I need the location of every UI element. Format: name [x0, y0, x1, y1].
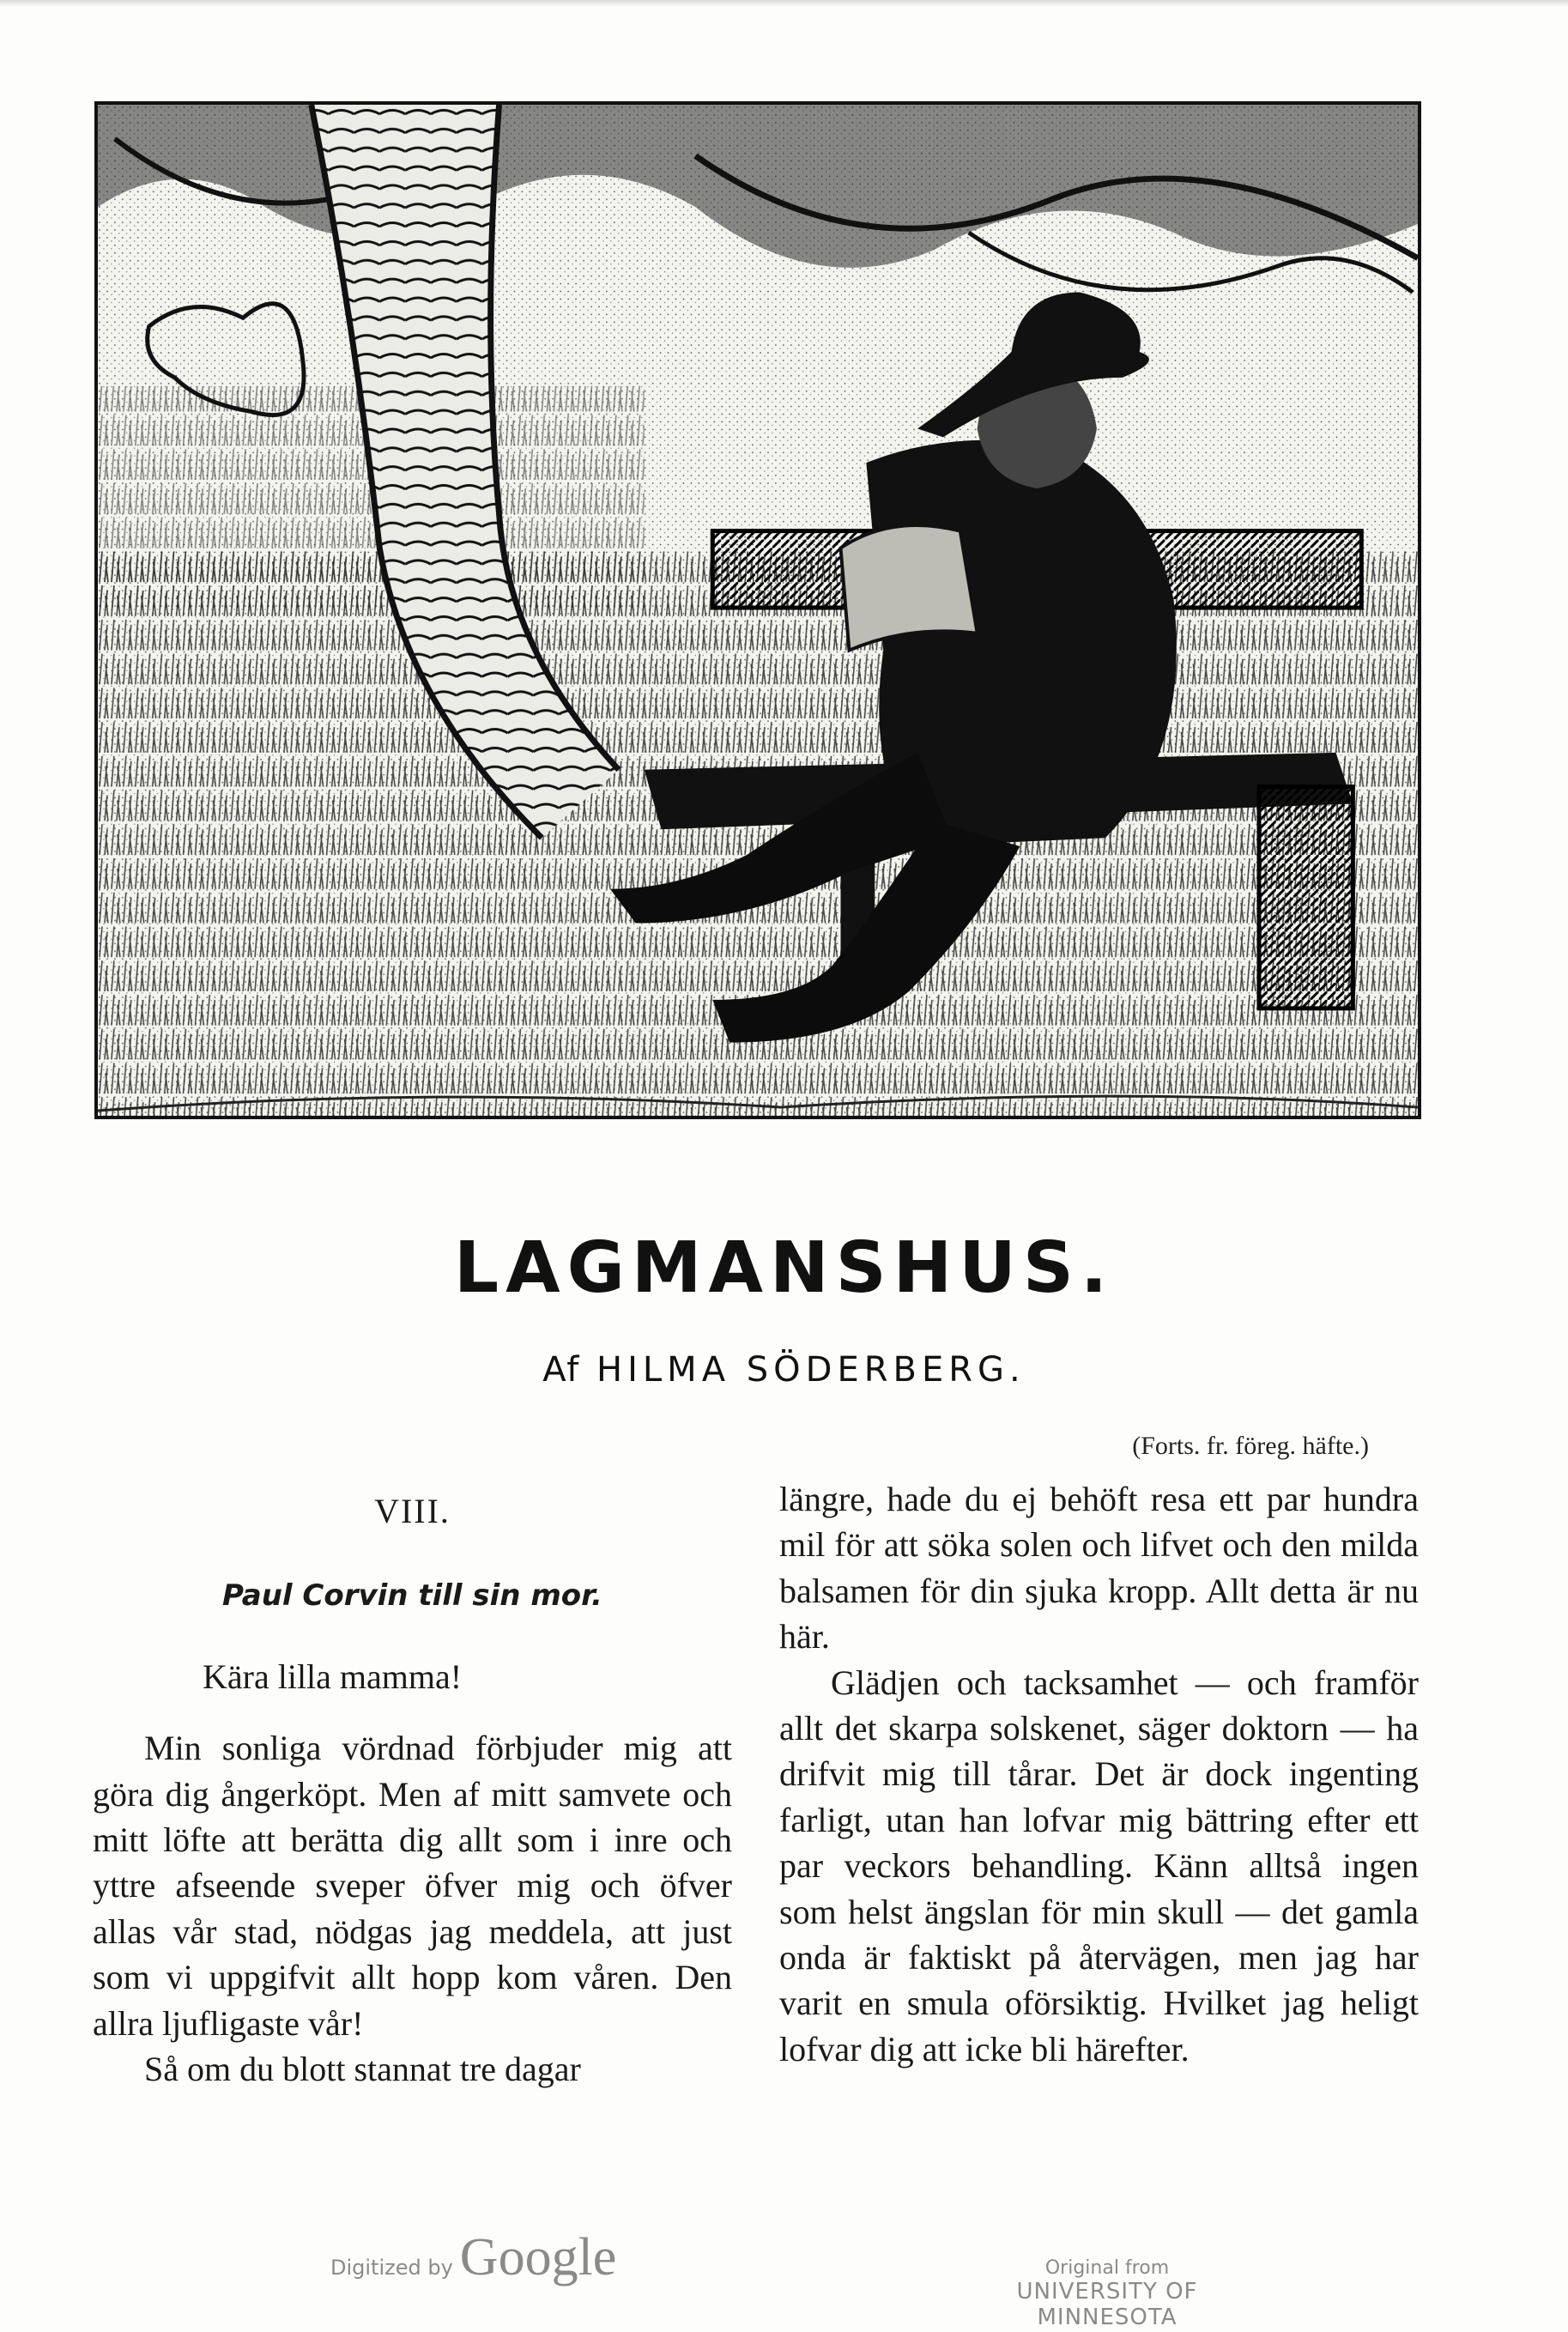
letter-heading: Paul Corvin till sin mor.: [222, 1578, 602, 1614]
author-name: HILMA SÖDERBERG.: [596, 1350, 1026, 1390]
source-watermark: [944, 2257, 1270, 2330]
text-column-right: [779, 1476, 1419, 2072]
digitized-by-label: Digitized by: [330, 2256, 453, 2280]
scan-edge: [0, 0, 1568, 7]
paragraph: Min sonliga vördnad förbjuder mig att göra dig ångerköpt. Men af mitt samvete och mitt löfte att berätta dig allt som i inre och yttre afseende sveper öfver mig och öfver allas vår stad, nödgas jag meddela, att just som vi uppgifvit allt hopp kom våren. Den allra ljufligaste vår!: [93, 1729, 732, 2043]
illustration-man-on-bench: [94, 101, 1421, 1119]
digitized-by-watermark: [330, 2227, 616, 2288]
paragraph: Så om du blott stannat tre dagar: [144, 2050, 581, 2089]
illustration-drawing: [98, 105, 1418, 1116]
article-byline: [0, 1350, 1568, 1390]
institution-name: UNIVERSITY OF MINNESOTA: [1016, 2279, 1198, 2330]
google-logo: Google: [459, 2228, 617, 2287]
original-from-label: Original from: [1044, 2257, 1170, 2279]
letter-salutation: Kära lilla mamma!: [203, 1657, 463, 1696]
chapter-number: VIII.: [374, 1492, 451, 1530]
paragraph: längre, hade du ej behöft resa ett par hundra mil för att söka solen och lifvet och den milda balsamen för din sjuka kropp. Allt detta är nu här.: [779, 1480, 1419, 1657]
article-title: LAGMANSHUS.: [453, 1227, 1115, 1309]
continued-note: (Forts. fr. föreg. häfte.): [1132, 1432, 1369, 1460]
byline-prefix: Af: [542, 1350, 581, 1390]
paragraph: Glädjen och tacksamhet — och framför allt det skarpa solskenet, säger doktorn — ha drifvit mig till tårar. Det är dock ingenting farligt, utan han lofvar mig bättring efter ett par veckors behandling. Känn alltså ingen som helst ängslan för min skull — det gamla onda är faktiskt på återvägen, men jag har varit en smula oförsiktig. Hvilket jag heligt lofvar dig att icke bli härefter.: [779, 1663, 1419, 2069]
text-column-left: [93, 1476, 732, 2092]
